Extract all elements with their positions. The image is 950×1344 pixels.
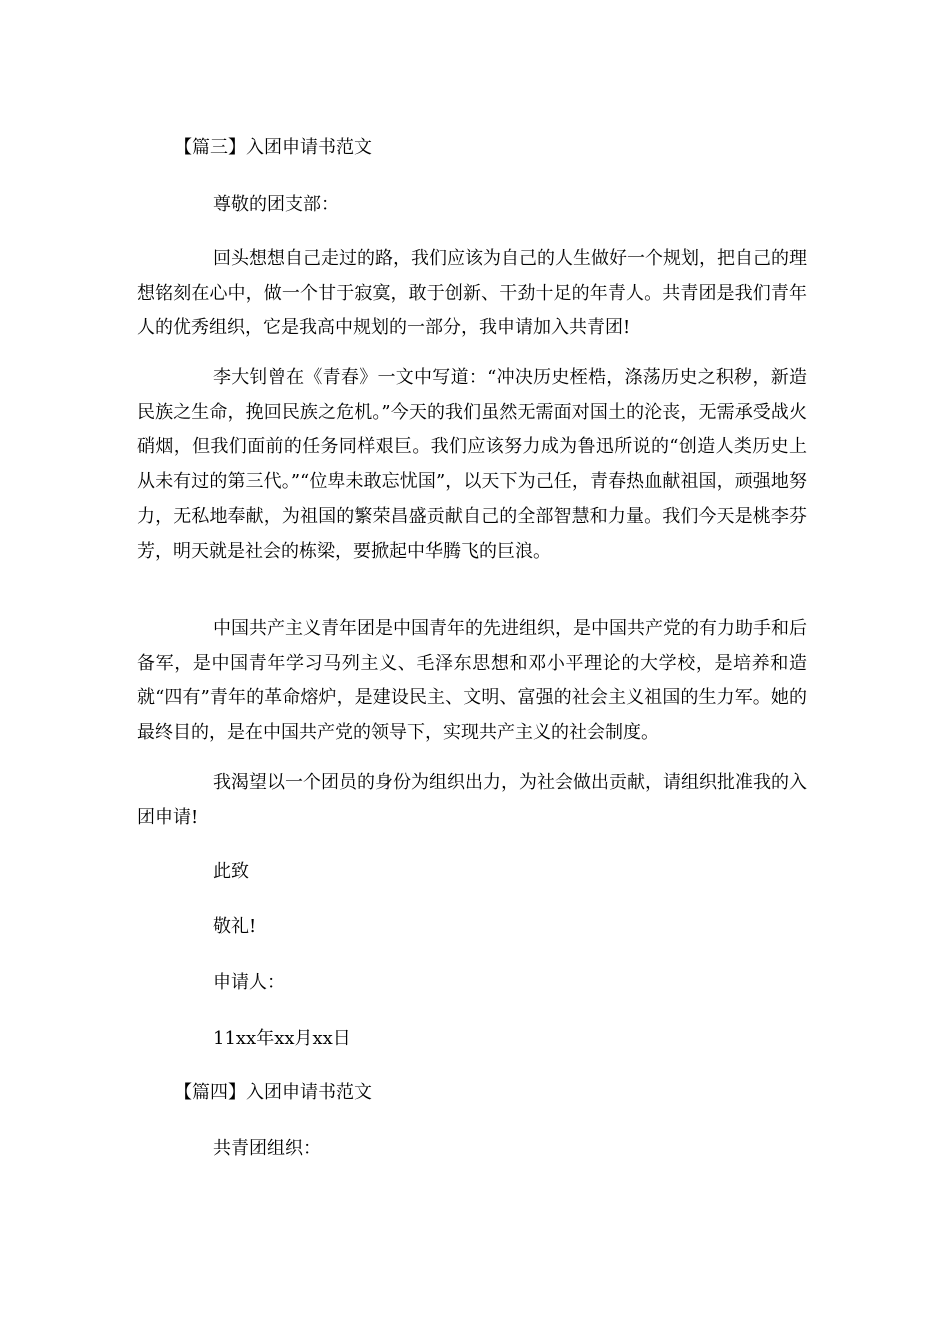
date-line: 11xx年xx月xx日: [213, 1028, 351, 1049]
salutation: 尊敬的团支部：: [213, 194, 339, 215]
regards-phrase: 敬礼!: [213, 916, 257, 937]
body-paragraph-1: 回头想想自己走过的路，我们应该为自己的人生做好一个规划，把自己的理想铭刻在心中，做一个甘于寂寞，敢于创新、干劲十足的年青人。共青团是我们青年人的优秀组织，它是我高中规划的一部分，我申请加入共青团!: [137, 248, 807, 339]
body-paragraph-3: 中国共产主义青年团是中国青年的先进组织，是中国共产党的有力助手和后备军，是中国青年学习马列主义、毛泽东思想和邓小平理论的大学校，是培养和造就“四有”青年的革命熔炉，是建设民主、文明、富强的社会主义祖国的生力军。她的最终目的，是在中国共产党的领导下，实现共产主义的社会制度。: [137, 618, 807, 744]
applicant-label: 申请人：: [213, 972, 285, 993]
body-paragraph-2: 李大钊曾在《青春》一文中写道：“冲决历史桎梏，涤荡历史之积秽，新造民族之生命，挽回民族之危机。”今天的我们虽然无需面对国土的沦丧，无需承受战火硝烟，但我们面前的任务同样艰巨。我们应该努力成为鲁迅所说的“创造人类历史上从未有过的第三代。”“位卑未敢忘忧国”，以天下为己任，青春热血献祖国，顽强地努力，无私地奉献，为祖国的繁荣昌盛贡献自己的全部智慧和力量。我们今天是桃李芬芳，明天就是社会的栋梁，要掀起中华腾飞的巨浪。: [137, 367, 807, 562]
body-paragraph-4: 我渴望以一个团员的身份为组织出力，为社会做出贡献，请组织批准我的入团申请!: [137, 772, 807, 828]
section-heading-4: 【篇四】入团申请书范文: [174, 1082, 372, 1103]
section-heading-3: 【篇三】入团申请书范文: [174, 137, 372, 158]
closing-phrase: 此致: [213, 861, 249, 882]
salutation-2: 共青团组织：: [213, 1138, 321, 1159]
